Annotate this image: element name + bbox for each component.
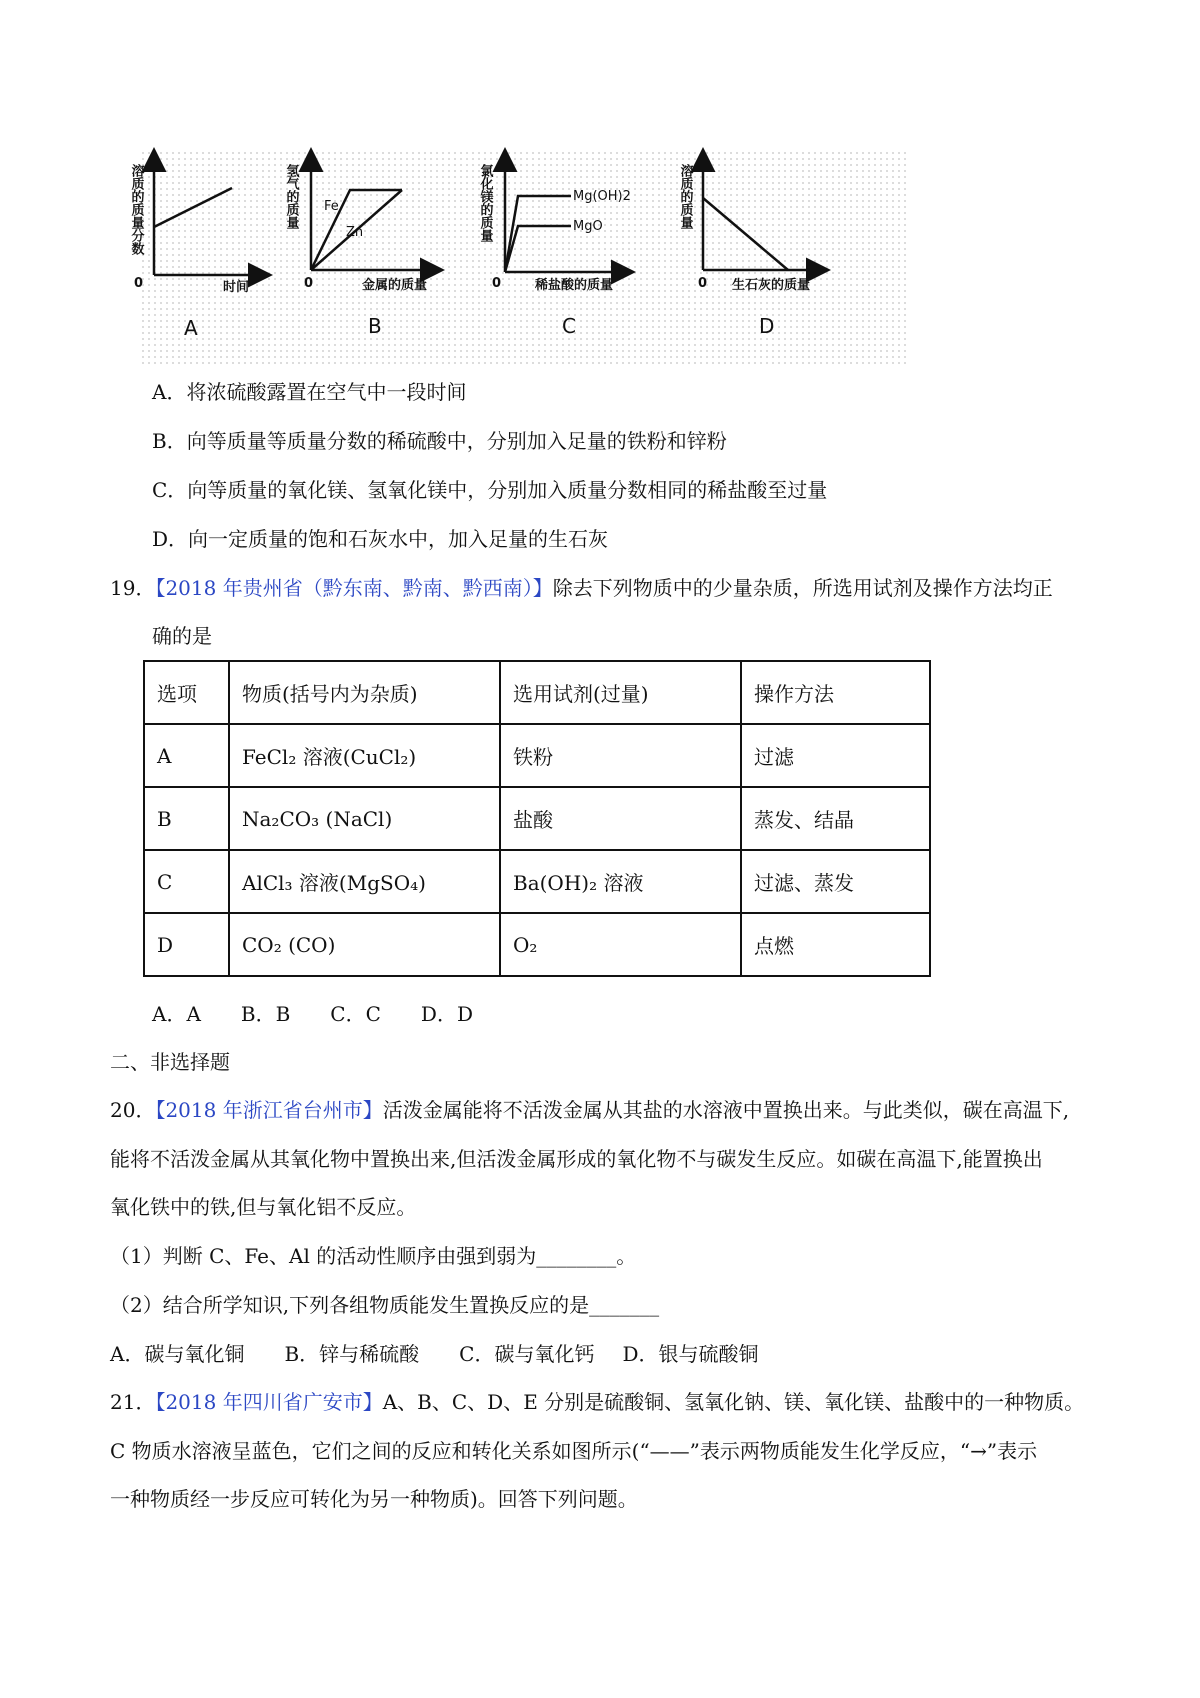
q18-option-d: D．向一定质量的饱和石灰水中，加入足量的生石灰	[152, 527, 609, 551]
row-method: 点燃	[741, 913, 930, 976]
q18-option-b: B．向等质量等质量分数的稀硫酸中，分别加入足量的铁粉和锌粉	[152, 429, 727, 453]
table-row	[144, 787, 930, 850]
chart-b-label-fe: Fe	[324, 199, 339, 214]
header-reagent: 选用试剂(过量)	[500, 661, 741, 724]
header-substance: 物质(括号内为杂质)	[229, 661, 500, 724]
q19-stem: 除去下列物质中的少量杂质，所选用试剂及操作方法均正	[552, 576, 1053, 600]
header-option: 选项	[144, 661, 229, 724]
chart-b-letter: B	[368, 314, 382, 338]
table-row	[144, 913, 930, 976]
q19-answer-a: A．A	[152, 1002, 201, 1026]
chart-c-label-mgo: MgO	[573, 219, 603, 234]
q20-sub2: （2）结合所学知识,下列各组物质能发生置换反应的是_______	[110, 1293, 660, 1317]
chart-d-origin: 0	[698, 276, 708, 291]
q19-answer-b: B．B	[240, 1002, 291, 1026]
row-substance: AlCl₃ 溶液(MgSO₄)	[229, 850, 500, 913]
q19-answer-c: C．C	[330, 1002, 381, 1026]
q21-line2: C 物质水溶液呈蓝色，它们之间的反应和转化关系如图所示(“——”表示两物质能发生化学反应，“→”表示	[110, 1439, 1038, 1463]
row-option: D	[144, 913, 229, 976]
q20-line2: 能将不活泼金属从其氧化物中置换出来,但活泼金属形成的氧化物不与碳发生反应。如碳在高温下,能置换出	[110, 1147, 1043, 1171]
row-substance: CO₂ (CO)	[229, 913, 500, 976]
row-reagent: 盐酸	[500, 787, 741, 850]
chart-c-mgo-line	[505, 226, 571, 272]
chart-a	[129, 152, 269, 295]
row-reagent: O₂	[500, 913, 741, 976]
q20-options	[110, 1340, 759, 1368]
chart-d-letter: D	[759, 314, 775, 338]
q19-table	[143, 660, 931, 977]
figure-svg	[128, 150, 910, 368]
chart-b-origin: 0	[304, 276, 314, 291]
chart-b	[284, 152, 441, 293]
q18-option-c: C．向等质量的氧化镁、氢氧化镁中，分别加入质量分数相同的稀盐酸至过量	[152, 478, 828, 502]
chart-b-label-zn: Zn	[346, 225, 364, 240]
q20-number: 20．	[110, 1098, 156, 1122]
chart-d-xlabel: 生石灰的质量	[732, 278, 811, 293]
row-substance: FeCl₂ 溶液(CuCl₂)	[229, 724, 500, 787]
row-option: A	[144, 724, 229, 787]
q20-option-c: C．碳与氧化钙	[459, 1342, 595, 1366]
q21-source: 【2018 年四川省广安市】	[155, 1390, 383, 1414]
q20-sub1: （1）判断 C、Fe、Al 的活动性顺序由强到弱为________。	[110, 1244, 637, 1268]
row-method: 过滤	[741, 724, 930, 787]
q19-source: 【2018 年贵州省（黔东南、黔南、黔西南）】	[155, 576, 553, 600]
table-header-row	[144, 661, 930, 724]
chart-d	[678, 152, 827, 293]
chart-a-line	[154, 188, 232, 227]
row-substance: Na₂CO₃ (NaCl)	[229, 787, 500, 850]
q21-line3: 一种物质经一步反应可转化为另一种物质)。回答下列问题。	[110, 1487, 638, 1511]
chart-c-ylabel: 氯化镁的质量	[477, 164, 493, 242]
row-option: B	[144, 787, 229, 850]
chart-b-xlabel: 金属的质量	[362, 278, 428, 293]
table-row	[144, 850, 930, 913]
q21-line1	[110, 1388, 1084, 1416]
chart-c	[478, 152, 632, 293]
row-option: C	[144, 850, 229, 913]
chart-d-ylabel: 溶质的质量	[677, 164, 693, 229]
chart-d-line	[703, 198, 788, 270]
chart-c-label-mgoh2: Mg(OH)2	[573, 189, 631, 204]
chart-a-origin: 0	[134, 276, 144, 291]
q19-number: 19．	[110, 576, 156, 600]
row-method: 蒸发、结晶	[741, 787, 930, 850]
figure-panel	[128, 150, 910, 368]
chart-b-ylabel: 氢气的质量	[283, 164, 299, 229]
chart-c-origin: 0	[492, 276, 502, 291]
header-method: 操作方法	[741, 661, 930, 724]
q20-text1: 活泼金属能将不活泼金属从其盐的水溶液中置换出来。与此类似，碳在高温下,	[382, 1098, 1070, 1122]
q19-answers	[152, 1000, 473, 1028]
section-heading: 二、非选择题	[110, 1050, 230, 1074]
q20-line3: 氧化铁中的铁,但与氧化铝不反应。	[110, 1195, 417, 1219]
q20-option-a: A．碳与氧化铜	[110, 1342, 245, 1366]
chart-a-xlabel: 时间	[223, 280, 250, 295]
table-row	[144, 724, 930, 787]
q20-line1	[110, 1096, 1069, 1124]
chart-a-ylabel: 溶质的质量分数	[128, 164, 144, 255]
q18-option-a: A．将浓硫酸露置在空气中一段时间	[152, 380, 467, 404]
q19-answer-d: D．D	[420, 1002, 473, 1026]
chart-a-letter: A	[184, 316, 198, 340]
row-method: 过滤、蒸发	[741, 850, 930, 913]
q20-option-b: B．锌与稀硫酸	[284, 1342, 420, 1366]
q19-stem-line1	[110, 574, 1053, 602]
q21-text1: A、B、C、D、E 分别是硫酸铜、氢氧化钠、镁、氧化镁、盐酸中的一种物质。	[382, 1390, 1085, 1414]
q21-number: 21．	[110, 1390, 156, 1414]
chart-c-letter: C	[562, 314, 576, 338]
row-reagent: 铁粉	[500, 724, 741, 787]
chart-c-xlabel: 稀盐酸的质量	[535, 278, 614, 293]
q19-stem-line2: 确的是	[152, 624, 212, 648]
q20-source: 【2018 年浙江省台州市】	[155, 1098, 383, 1122]
q20-option-d: D．银与硫酸铜	[622, 1342, 759, 1366]
row-reagent: Ba(OH)₂ 溶液	[500, 850, 741, 913]
